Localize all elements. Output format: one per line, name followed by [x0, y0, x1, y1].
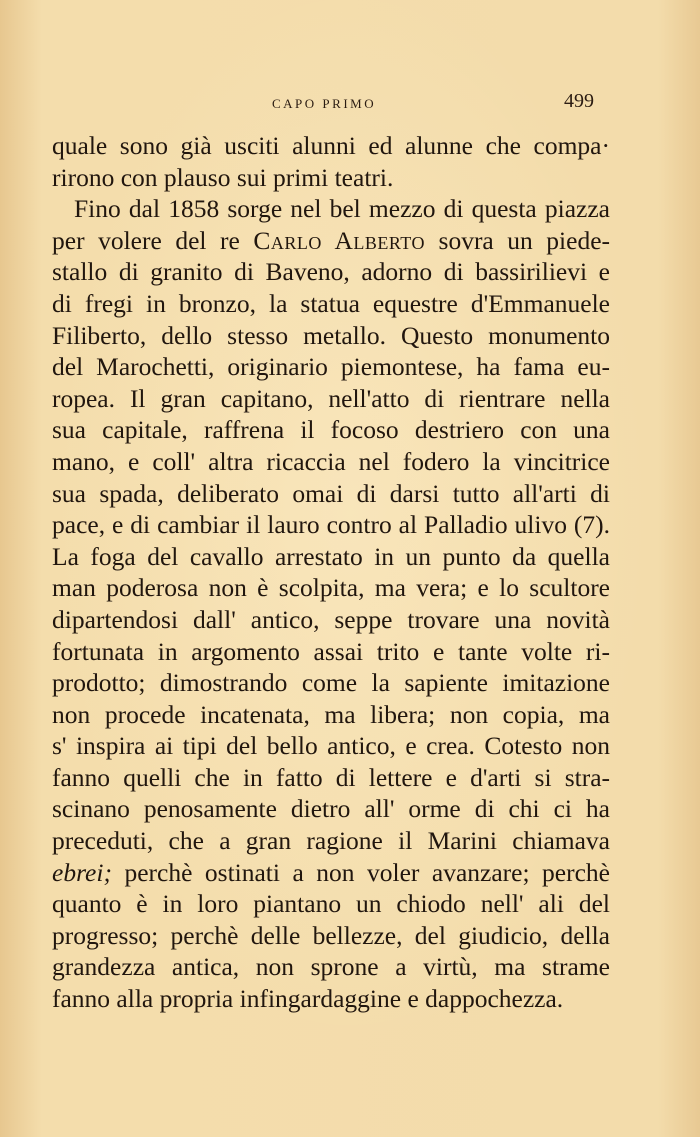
text-line: dipartendosi dall' antico, seppe trovare una novità [52, 604, 610, 634]
text-line: rirono con plauso sui primi teatri. [52, 162, 394, 192]
text-line: Filiberto, dello stesso metallo. Questo monumento [52, 320, 610, 350]
text-line: quale sono già usciti alunni ed alunne che compa· [52, 131, 610, 160]
text-line: non procede incatenata, ma libera; non copia, ma [52, 699, 610, 729]
text-line: pace, e di cambiar il lauro contro al Palladio ulivo (7). [52, 510, 610, 540]
page-number: 499 [564, 90, 594, 112]
text-line: stallo di granito di Baveno, adorno di bassirilievi e [52, 257, 610, 287]
text-line: sua capitale, raffrena il focoso destriero con una [52, 415, 610, 445]
text-line: scinano penosamente dietro all' orme di chi ci ha [52, 794, 610, 824]
text-line: s' inspira ai tipi del bello antico, e crea. Cotesto non [52, 731, 610, 761]
italic-word: ebrei; [52, 857, 112, 887]
text-line: ropea. Il gran capitano, nell'atto di rientrare nella [52, 383, 610, 413]
text-line: mano, e coll' altra ricaccia nel fodero la vincitrice [52, 446, 610, 476]
text-line: grandezza antica, non sprone a virtù, ma strame [52, 952, 610, 982]
text-fragment: per volere del re [52, 225, 240, 255]
text-line: quanto è in loro piantano un chiodo nell' ali del [52, 889, 610, 919]
text-line: Fino dal 1858 sorge nel bel mezzo di questa piazza [74, 194, 610, 224]
text-line: fortunata in argomento assai trito e tante volte ri- [52, 636, 610, 666]
small-caps-name: Carlo Alberto [253, 225, 425, 255]
text-line: La foga del cavallo arrestato in un punto da quella [52, 541, 610, 571]
text-line: preceduti, che a gran ragione il Marini chiamava [52, 826, 610, 856]
page-header [48, 92, 614, 116]
text-line: man poderosa non è scolpita, ma vera; e lo scultore [52, 573, 610, 603]
text-line [52, 857, 610, 889]
text-line [52, 225, 610, 257]
running-head: CAPO PRIMO [272, 96, 377, 111]
text-line: prodotto; dimostrando come la sapiente imitazione [52, 668, 610, 698]
text-fragment: perchè ostinati a non voler avanzare; perchè [124, 857, 611, 887]
text-line: fanno alla propria infingardaggine e dappochezza. [52, 984, 564, 1014]
body-text [52, 130, 610, 1015]
text-fragment: sovra un piede- [438, 225, 611, 255]
text-line: del Marochetti, originario piemontese, ha fama eu- [52, 352, 610, 382]
text-line: fanno quelli che in fatto di lettere e d'arti si stra- [52, 762, 610, 792]
text-line: di fregi in bronzo, la statua equestre d'Emmanuele [52, 288, 610, 318]
text-line: progresso; perchè delle bellezze, del giudicio, della [52, 920, 610, 950]
text-line: sua spada, deliberato omai di darsi tutto all'arti di [52, 478, 610, 508]
